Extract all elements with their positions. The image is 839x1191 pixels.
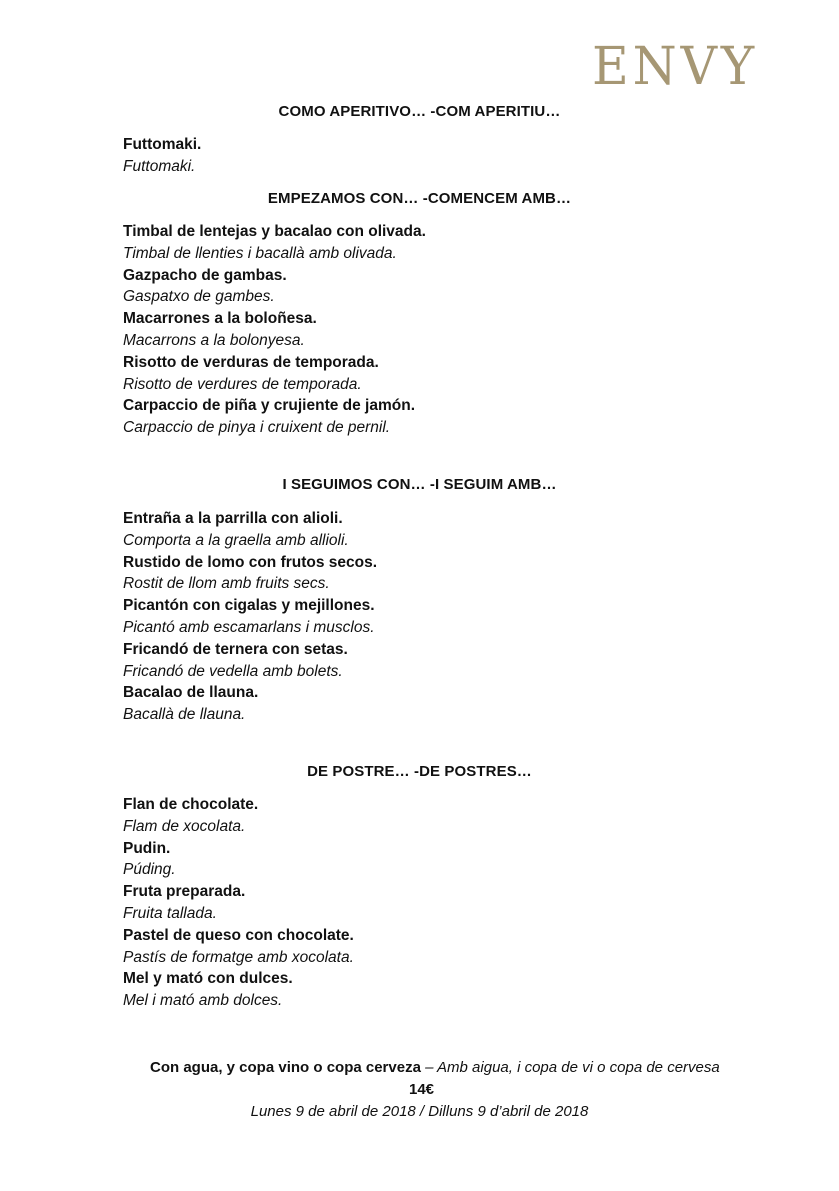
dish-name-ca: Risotto de verdures de temporada. <box>123 375 362 393</box>
dish-name-ca: Macarrons a la bolonyesa. <box>123 331 305 349</box>
section-title-empezamos: EMPEZAMOS CON… -COMENCEM AMB… <box>267 190 572 207</box>
dish-name-ca: Bacallà de llauna. <box>123 706 246 724</box>
section-title-postre: DE POSTRE… -DE POSTRES… <box>307 763 532 780</box>
drinks-note <box>0 1059 839 1076</box>
dish-name-es: Pudin. <box>123 839 171 857</box>
dish-name-ca: Futtomaki. <box>123 157 196 175</box>
dish-name-es: Entraña a la parrilla con alioli. <box>123 510 343 527</box>
dish-name-es: Carpaccio de piña y crujiente de jamón. <box>123 397 416 415</box>
menu-date: Lunes 9 de abril de 2018 / Dilluns 9 d’abril de 2018 <box>250 1103 589 1120</box>
dish-name-ca: Fruita tallada. <box>123 904 217 922</box>
dish-name-ca: Púding. <box>123 861 176 879</box>
dish-name-es: Timbal de lentejas y bacalao con olivada. <box>123 223 426 240</box>
dish-name-ca: Gaspatxo de gambes. <box>123 288 275 306</box>
dish-name-ca: Comporta a la graella amb allioli. <box>123 531 349 549</box>
dish-name-es: Pastel de queso con chocolate. <box>123 926 354 944</box>
dish-name-es: Risotto de verduras de temporada. <box>123 353 379 371</box>
dish-name-ca: Flam de xocolata. <box>123 817 246 835</box>
dish-name-es: Gazpacho de gambas. <box>123 266 287 284</box>
dish-name-ca: Picantó amb escamarlans i musclos. <box>123 618 375 636</box>
drinks-separator: – <box>420 1059 438 1076</box>
dish-name-ca: Pastís de formatge amb xocolata. <box>123 948 354 966</box>
menu-list-aperitivo <box>123 134 723 178</box>
section-title-aperitivo: COMO APERITIVO… -COM APERITIU… <box>278 103 561 120</box>
menu-price: 14€ <box>408 1081 435 1098</box>
dish-name-es: Flan de chocolate. <box>123 796 259 813</box>
dish-name-ca: Timbal de llenties i bacallà amb olivada. <box>123 244 397 262</box>
menu-list-seguimos <box>123 508 723 726</box>
dish-name-ca: Fricandó de vedella amb bolets. <box>123 662 343 680</box>
dish-name-es: Picantón con cigalas y mejillones. <box>123 597 375 615</box>
drinks-note-es: Con agua, y copa vino o copa cerveza <box>150 1059 421 1076</box>
dish-name-es: Rustido de lomo con frutos secos. <box>123 553 378 571</box>
dish-name-es: Macarrones a la boloñesa. <box>123 310 317 328</box>
menu-list-empezamos <box>123 221 723 439</box>
dish-name-es: Fricandó de ternera con setas. <box>123 640 348 658</box>
logo-text: ENVY <box>592 42 758 88</box>
dish-name-es: Mel y mató con dulces. <box>123 970 293 988</box>
section-title-seguimos: I SEGUIMOS CON… -I SEGUIM AMB… <box>282 476 557 493</box>
dish-name-es: Fruta preparada. <box>123 883 246 901</box>
drinks-note-ca: Amb aigua, i copa de vi o copa de cervesa <box>437 1059 720 1076</box>
envy-logo <box>590 42 760 88</box>
dish-name-ca: Mel i mató amb dolces. <box>123 992 283 1010</box>
dish-name-ca: Rostit de llom amb fruits secs. <box>123 575 330 593</box>
dish-name-es: Bacalao de llauna. <box>123 684 259 702</box>
dish-name-es: Futtomaki. <box>123 136 202 153</box>
menu-list-postre <box>123 794 723 1012</box>
dish-name-ca: Carpaccio de pinya i cruixent de pernil. <box>123 419 391 437</box>
